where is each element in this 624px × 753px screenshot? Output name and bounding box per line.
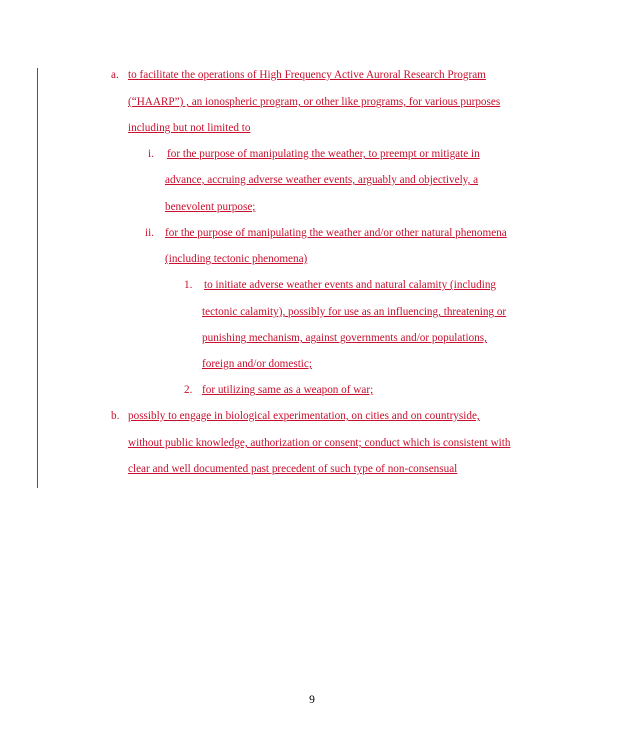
item-i-marker: i.	[148, 148, 154, 160]
page-number: 9	[309, 694, 315, 706]
item-1-line-3: punishing mechanism, against governments and/or populations,	[202, 332, 487, 344]
item-b-line-2: without public knowledge, authorization or consent; conduct which is consistent with	[128, 437, 511, 449]
item-ii-marker: ii.	[145, 227, 155, 239]
item-ii-line-2: (including tectonic phenomena)	[165, 253, 308, 265]
item-1-line-4: foreign and/or domestic;	[202, 358, 312, 370]
item-i-line-3: benevolent purpose;	[165, 201, 256, 213]
item-a-text-1: to facilitate the operations of High Frequency Active Auroral Research Program	[128, 69, 486, 81]
item-b-line-3: clear and well documented past precedent of such type of non-consensual	[128, 463, 458, 475]
item-1-line-1	[184, 278, 496, 292]
item-ii-text-1: for the purpose of manipulating the weather and/or other natural phenomena	[165, 227, 507, 239]
item-a-line-3: including but not limited to	[128, 122, 251, 134]
item-b-text-1: possibly to engage in biological experimentation, on cities and on countryside,	[128, 410, 480, 422]
revision-change-bar	[37, 68, 38, 488]
item-b-marker: b.	[111, 410, 120, 422]
item-i-line-2: advance, accruing adverse weather events, arguably and objectively, a	[165, 174, 479, 186]
item-b-line-1	[111, 409, 480, 423]
item-ii-line-1	[145, 226, 507, 240]
item-i-text-1: for the purpose of manipulating the weather, to preempt or mitigate in	[167, 148, 480, 160]
item-a-line-1	[111, 68, 486, 82]
item-2-line-1	[184, 383, 373, 397]
item-i-line-1	[148, 147, 480, 161]
item-a-line-2: (“HAARP”) , an ionospheric program, or other like programs, for various purposes	[128, 96, 501, 108]
item-2-text-1: for utilizing same as a weapon of war;	[202, 384, 374, 396]
item-2-marker: 2.	[184, 384, 193, 396]
item-a-marker: a.	[111, 69, 119, 81]
item-1-line-2: tectonic calamity), possibly for use as an influencing, threatening or	[202, 306, 507, 318]
item-1-text-1: to initiate adverse weather events and natural calamity (including	[204, 279, 497, 291]
item-1-marker: 1.	[184, 279, 193, 291]
